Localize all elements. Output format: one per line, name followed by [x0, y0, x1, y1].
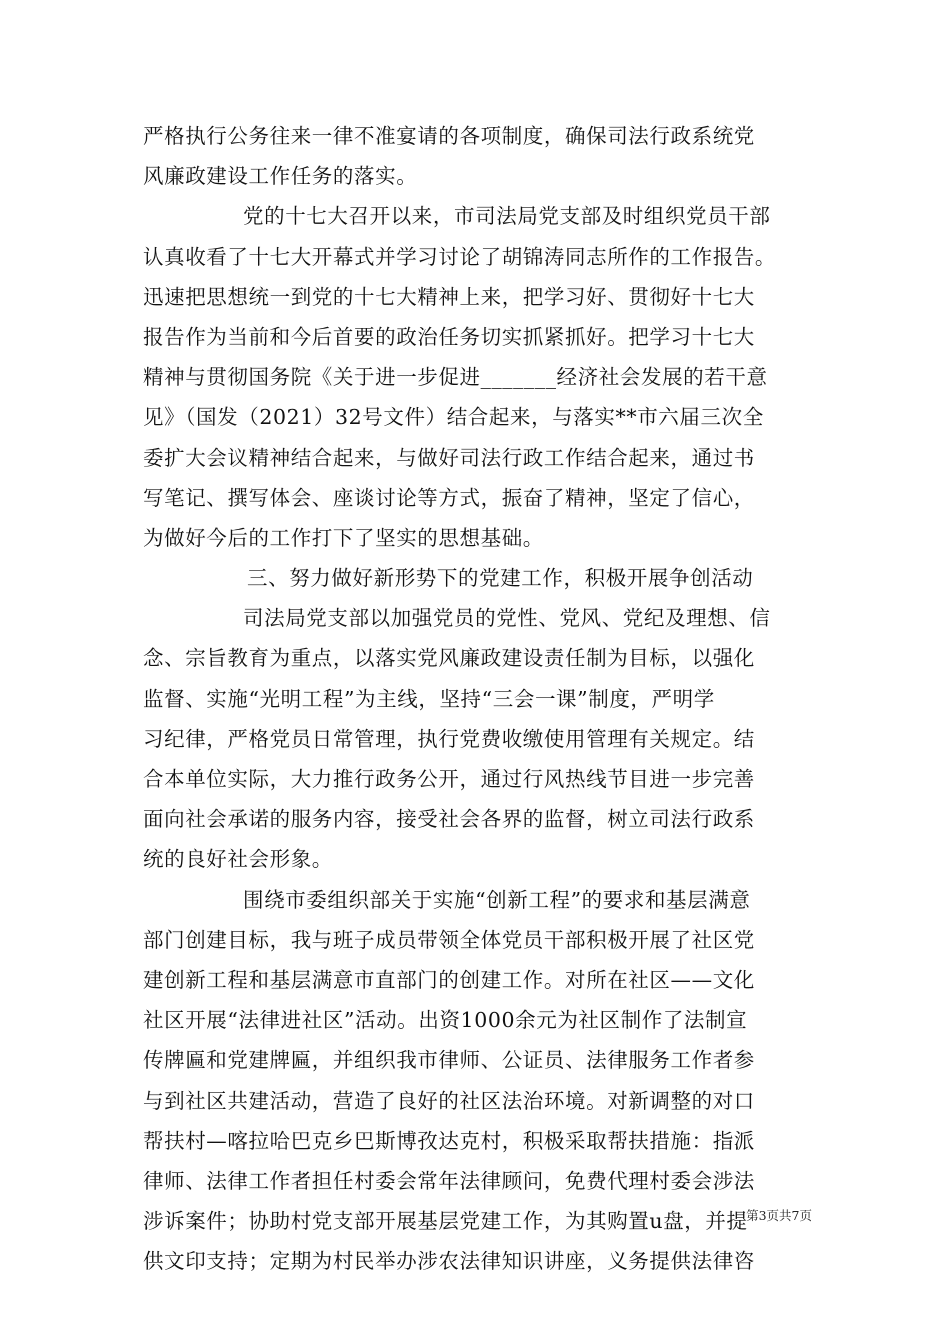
text-line: 部门创建目标，我与班子成员带领全体党员干部积极开展了社区党	[143, 927, 755, 952]
text-line: 帮扶村—喀拉哈巴克乡巴斯博孜达克村，积极采取帮扶措施：指派	[143, 1128, 755, 1153]
text-line: 社区开展“法律进社区”活动。出资1000余元为社区制作了法制宣	[143, 1008, 748, 1033]
text-line: 风廉政建设工作任务的落实。	[143, 164, 418, 189]
text-line: 委扩大会议精神结合起来，与做好司法行政工作结合起来，通过书	[143, 445, 755, 470]
paragraph-start: 党的十七大召开以来，市司法局党支部及时组织党员干部	[243, 204, 771, 229]
text-line: 为做好今后的工作打下了坚实的思想基础。	[143, 525, 544, 550]
text-line: 面向社会承诺的服务内容，接受社会各界的监督，树立司法行政系	[143, 807, 755, 832]
text-line: 严格执行公务往来一律不准宴请的各项制度，确保司法行政系统党	[143, 124, 755, 148]
text-line: 合本单位实际，大力推行政务公开，通过行风热线节目进一步完善	[143, 767, 755, 791]
text-line: 涉诉案件；协助村党支部开展基层党建工作，为其购置u盘，并提	[143, 1209, 748, 1234]
text-line: 认真收看了十七大开幕式并学习讨论了胡锦涛同志所作的工作报告。	[143, 244, 776, 269]
text-line: 写笔记、撰写体会、座谈讨论等方式，振奋了精神，坚定了信心，	[143, 485, 755, 510]
text-line: 报告作为当前和今后首要的政治任务切实抓紧抓好。把学习十七大	[143, 324, 755, 349]
text-line: 律师、法律工作者担任村委会常年法律顾问，免费代理村委会涉法	[143, 1168, 755, 1193]
text-line: 习纪律，严格党员日常管理，执行党费收缴使用管理有关规定。结	[143, 726, 755, 751]
paragraph-start: 司法局党支部以加强党员的党性、党风、党纪及理想、信	[243, 606, 771, 631]
paragraph-start: 围绕市委组织部关于实施“创新工程”的要求和基层满意	[243, 887, 751, 912]
text-line: 监督、实施“光明工程”为主线，坚持“三会一课”制度，严明学	[143, 686, 715, 711]
document-body	[143, 116, 815, 1281]
page-number: 第3页共7页	[746, 1208, 812, 1223]
text-line: 与到社区共建活动，营造了良好的社区法治环境。对新调整的对口	[143, 1088, 755, 1113]
text-line: 念、宗旨教育为重点，以落实党风廉政建设责任制为目标，以强化	[143, 646, 755, 671]
text-line: 建创新工程和基层满意市直部门的创建工作。对所在社区——文化	[143, 967, 755, 992]
text-line: 精神与贯彻国务院《关于进一步促进_______经济社会发展的若干意	[143, 365, 768, 390]
section-heading: 三、努力做好新形势下的党建工作，积极开展争创活动	[247, 566, 754, 591]
text-line: 传牌匾和党建牌匾，并组织我市律师、公证员、法律服务工作者参	[143, 1048, 755, 1073]
text-line: 供文印支持；定期为村民举办涉农法律知识讲座，义务提供法律咨	[143, 1249, 755, 1274]
text-line: 见》（国发（2021）32号文件）结合起来，与落实**市六届三次全	[143, 405, 764, 430]
text-line: 统的良好社会形象。	[143, 847, 333, 872]
text-line: 迅速把思想统一到党的十七大精神上来，把学习好、贯彻好十七大	[143, 284, 755, 309]
